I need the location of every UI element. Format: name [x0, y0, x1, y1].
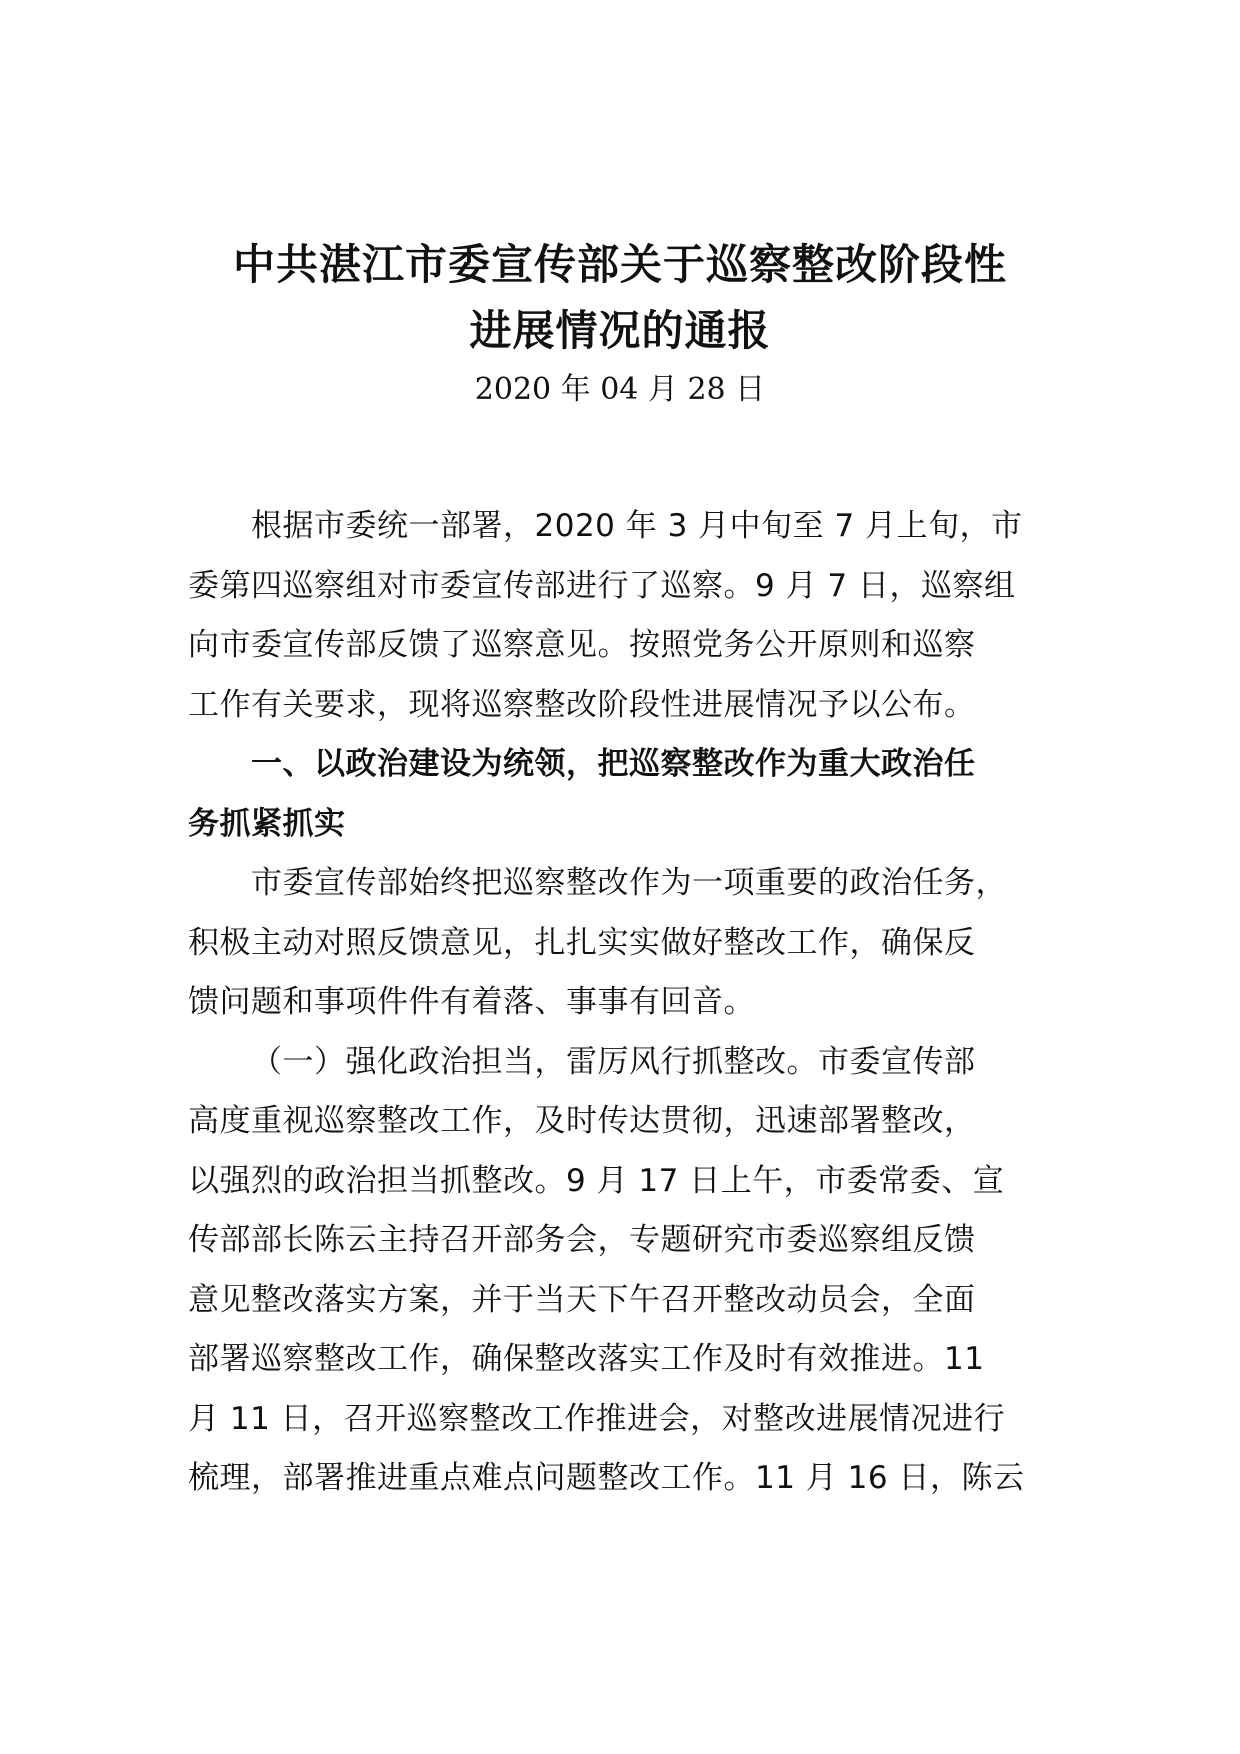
paragraph-3-line-8: 梳理，部署推进重点难点问题整改工作。11 月 16 日，陈云	[188, 1460, 1025, 1496]
document-date: 2020 年 04 月 28 日	[474, 372, 766, 407]
paragraph-3-line-4: 传部部长陈云主持召开部务会，专题研究市委巡察组反馈	[188, 1222, 976, 1258]
document-title	[0, 232, 1240, 364]
paragraph-3-line-3: 以强烈的政治担当抓整改。9 月 17 日上午，市委常委、宣	[188, 1162, 1005, 1199]
title-line-2: 进展情况的通报	[469, 306, 771, 355]
paragraph-1-line-1: 根据市委统一部署，2020 年 3 月中旬至 7 月上旬，市	[251, 508, 1023, 544]
paragraph-3-line-2: 高度重视巡察整改工作，及时传达贯彻，迅速部署整改，	[188, 1103, 976, 1139]
paragraph-1-line-2: 委第四巡察组对市委宣传部进行了巡察。9 月 7 日，巡察组	[188, 567, 1016, 604]
section-heading-1-line-1: 一、以政治建设为统领，把巡察整改作为重大政治任	[251, 746, 976, 782]
paragraph-3-line-6: 部署巡察整改工作，确保整改落实工作及时有效推进。11	[188, 1341, 985, 1377]
paragraph-3-line-1: （一）强化政治担当，雷厉风行抓整改。市委宣传部	[251, 1043, 976, 1080]
paragraph-3-line-7: 月 11 日，召开巡察整改工作推进会，对整改进展情况进行	[188, 1400, 1006, 1437]
paragraph-1-line-4: 工作有关要求，现将巡察整改阶段性进展情况予以公布。	[188, 686, 976, 723]
paragraph-2-line-3: 馈问题和事项件件有着落、事事有回音。	[188, 984, 755, 1020]
paragraph-2-line-2: 积极主动对照反馈意见，扎扎实实做好整改工作，确保反	[188, 924, 976, 961]
paragraph-1-line-3: 向市委宣传部反馈了巡察意见。按照党务公开原则和巡察	[188, 627, 976, 663]
section-heading-1-line-2: 务抓紧抓实	[188, 805, 346, 842]
title-line-1: 中共湛江市委宣传部关于巡察整改阶段性	[232, 240, 1007, 289]
paragraph-2-line-1: 市委宣传部始终把巡察整改作为一项重要的政治任务，	[251, 865, 1007, 901]
paragraph-3-line-5: 意见整改落实方案，并于当天下午召开整改动员会，全面	[188, 1281, 976, 1318]
document-body	[188, 497, 1068, 1509]
